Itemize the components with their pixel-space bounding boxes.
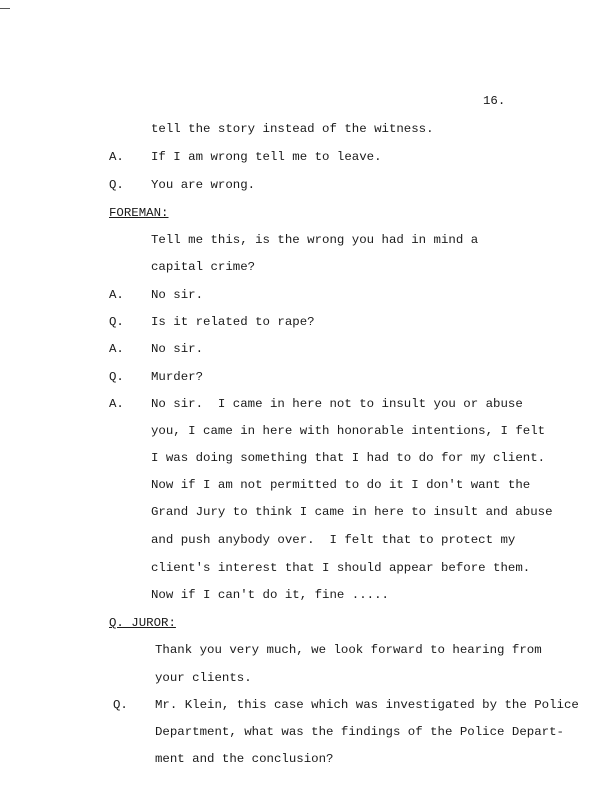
speaker-label: A. [109,150,124,164]
testimony-line: Tell me this, is the wrong you had in mind a [151,233,479,247]
testimony-line: Department, what was the findings of the Police Depart- [155,725,564,739]
testimony-line: Grand Jury to think I came in here to insult and abuse [151,505,553,519]
speaker-label: Q. [109,315,124,329]
testimony-line: Thank you very much, we look forward to hearing from [155,643,542,657]
section-heading-juror: Q. JUROR: [109,616,176,630]
testimony-line: Now if I am not permitted to do it I don't want the [151,478,531,492]
testimony-line: client's interest that I should appear before them. [151,561,531,575]
testimony-line: No sir. I came in here not to insult you or abuse [151,397,523,411]
speaker-label: Q. [109,178,124,192]
testimony-line: Now if I can't do it, fine ..... [151,588,389,602]
speaker-label: A. [109,342,124,356]
speaker-label: Q. [109,370,124,384]
speaker-label: A. [109,397,124,411]
testimony-line: you, I came in here with honorable intentions, I felt [151,424,546,438]
testimony-line: your clients. [155,671,252,685]
testimony-line: No sir. [151,288,204,302]
testimony-line: No sir. [151,342,204,356]
testimony-line: Is it related to rape? [151,315,315,329]
testimony-line: and push anybody over. I felt that to protect my [151,533,516,547]
section-heading-foreman: FOREMAN: [109,206,169,220]
testimony-line: ment and the conclusion? [155,752,334,766]
testimony-line: Murder? [151,370,204,384]
testimony-line: Mr. Klein, this case which was investigated by the Police [155,698,579,712]
testimony-line: You are wrong. [151,178,256,192]
speaker-label: Q. [113,698,128,712]
page-number: 16. [483,94,506,108]
scan-mark [0,8,10,9]
testimony-line: tell the story instead of the witness. [151,122,434,136]
testimony-line: If I am wrong tell me to leave. [151,150,382,164]
testimony-line: capital crime? [151,260,256,274]
speaker-label: A. [109,288,124,302]
testimony-line: I was doing something that I had to do for my client. [151,451,546,465]
